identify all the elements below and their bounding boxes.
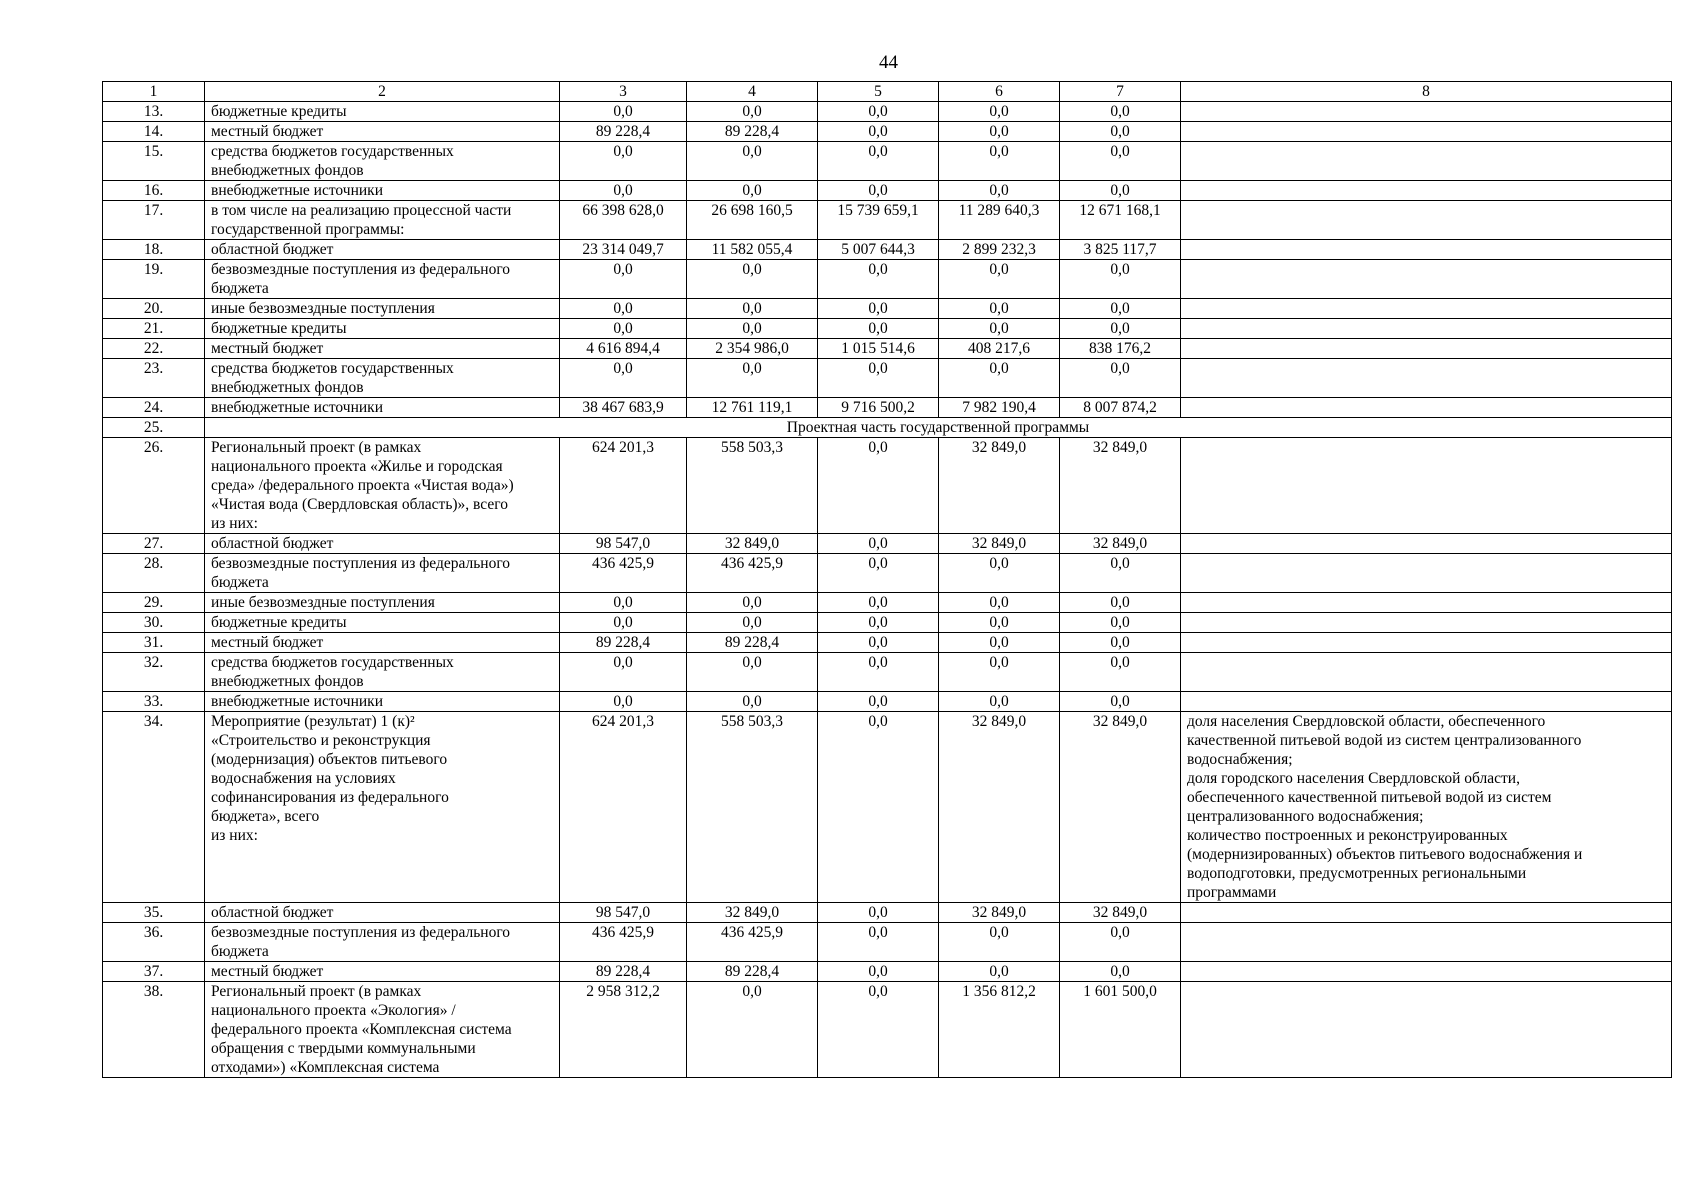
value-cell: 0,0 [939,142,1060,181]
header-cell: 8 [1181,82,1672,102]
value-cell: 436 425,9 [560,923,687,962]
value-cell: 0,0 [560,653,687,692]
target-indicator [1181,554,1672,593]
value-cell: 0,0 [818,122,939,142]
label-line: «Чистая вода (Свердловская область)», всего [211,496,508,513]
table-row [103,438,1672,534]
value-cell: 0,0 [560,102,687,122]
value-cell: 2 899 232,3 [939,240,1060,260]
value-cell: 0,0 [939,260,1060,299]
value-cell: 0,0 [1060,299,1181,319]
label-line: в том числе на реализацию процессной части [211,202,512,219]
value-cell: 0,0 [818,613,939,633]
table-row [103,593,1672,613]
table-row [103,319,1672,339]
label-line: областной бюджет [211,535,334,552]
target-indicator [1181,181,1672,201]
label-line: местный бюджет [211,340,324,357]
label-line: национального проекта «Жилье и городская [211,458,503,475]
value-cell: 0,0 [687,653,818,692]
table-row [103,398,1672,418]
row-number: 21. [103,319,205,339]
value-cell: 32 849,0 [939,534,1060,554]
header-cell: 1 [103,82,205,102]
table-row [103,240,1672,260]
budget-table [102,81,1672,1078]
row-number: 22. [103,339,205,359]
row-number: 36. [103,923,205,962]
label-line: внебюджетных фондов [211,379,364,396]
value-cell: 0,0 [818,962,939,982]
row-number: 31. [103,633,205,653]
label-line: иные безвозмездные поступления [211,300,435,317]
row-number: 33. [103,692,205,712]
value-cell: 66 398 628,0 [560,201,687,240]
label-line: внебюджетных фондов [211,162,364,179]
value-cell: 436 425,9 [687,923,818,962]
table-row [103,633,1672,653]
value-cell: 0,0 [939,593,1060,613]
target-indicator [1181,260,1672,299]
label-line: «Строительство и реконструкция [211,732,431,749]
value-cell: 558 503,3 [687,712,818,903]
value-cell: 9 716 500,2 [818,398,939,418]
table-body [103,82,1672,1078]
target-indicator [1181,299,1672,319]
row-label [205,554,560,593]
target-indicator [1181,692,1672,712]
row-label [205,122,560,142]
label-line: из них: [211,515,258,532]
value-cell: 0,0 [939,653,1060,692]
label-line: из них: [211,827,258,844]
target-indicator [1181,593,1672,613]
label-line: средства бюджетов государственных [211,360,454,377]
label-line: бюджетные кредиты [211,103,347,120]
value-cell: 32 849,0 [687,903,818,923]
row-label [205,962,560,982]
value-cell: 7 982 190,4 [939,398,1060,418]
value-cell: 98 547,0 [560,534,687,554]
value-cell: 12 761 119,1 [687,398,818,418]
row-number: 16. [103,181,205,201]
value-cell: 0,0 [939,181,1060,201]
value-cell: 0,0 [818,438,939,534]
value-cell: 0,0 [1060,633,1181,653]
indicator-line: водоснабжения; [1187,751,1293,768]
value-cell: 0,0 [560,613,687,633]
table-row [103,359,1672,398]
value-cell: 408 217,6 [939,339,1060,359]
target-indicator [1181,962,1672,982]
label-line: государственной программы: [211,221,405,238]
value-cell: 0,0 [818,633,939,653]
value-cell: 2 958 312,2 [560,982,687,1078]
value-cell: 0,0 [560,181,687,201]
value-cell: 0,0 [939,102,1060,122]
label-line: местный бюджет [211,963,324,980]
indicator-line: программами [1187,884,1277,901]
target-indicator [1181,923,1672,962]
row-label [205,319,560,339]
value-cell: 0,0 [818,982,939,1078]
value-cell: 0,0 [687,181,818,201]
row-label [205,201,560,240]
value-cell: 0,0 [939,554,1060,593]
indicator-line: доля населения Свердловской области, обеспеченного [1187,713,1546,730]
label-line: безвозмездные поступления из федерального [211,261,511,278]
value-cell: 0,0 [818,142,939,181]
table-row [103,299,1672,319]
target-indicator [1181,122,1672,142]
label-line: национального проекта «Экология» / [211,1002,456,1019]
label-line: Региональный проект (в рамках [211,983,422,1000]
value-cell: 0,0 [818,692,939,712]
target-indicator [1181,653,1672,692]
value-cell: 0,0 [687,299,818,319]
target-indicator [1181,613,1672,633]
label-line: средства бюджетов государственных [211,654,454,671]
row-number: 27. [103,534,205,554]
table-row [103,613,1672,633]
target-indicator [1181,201,1672,240]
value-cell: 8 007 874,2 [1060,398,1181,418]
value-cell: 0,0 [939,923,1060,962]
value-cell: 0,0 [939,962,1060,982]
target-indicator [1181,319,1672,339]
row-number: 34. [103,712,205,903]
table-row [103,962,1672,982]
table-row [103,534,1672,554]
row-label [205,142,560,181]
value-cell: 1 015 514,6 [818,339,939,359]
row-label [205,534,560,554]
value-cell: 0,0 [939,299,1060,319]
table-row [103,692,1672,712]
label-line: бюджетные кредиты [211,614,347,631]
label-line: местный бюджет [211,634,324,651]
value-cell: 0,0 [939,692,1060,712]
indicator-line: количество построенных и реконструированных [1187,827,1508,844]
value-cell: 98 547,0 [560,903,687,923]
value-cell: 0,0 [1060,359,1181,398]
row-number: 26. [103,438,205,534]
value-cell: 838 176,2 [1060,339,1181,359]
row-label [205,692,560,712]
label-line: бюджета [211,943,269,960]
label-line: бюджета», всего [211,808,320,825]
value-cell: 0,0 [1060,142,1181,181]
label-line: обращения с твердыми коммунальными [211,1040,476,1057]
value-cell: 0,0 [1060,102,1181,122]
row-label [205,923,560,962]
value-cell: 89 228,4 [560,122,687,142]
value-cell: 3 825 117,7 [1060,240,1181,260]
header-row [103,82,1672,102]
row-label [205,359,560,398]
label-line: местный бюджет [211,123,324,140]
row-label [205,982,560,1078]
row-label [205,903,560,923]
value-cell: 0,0 [939,319,1060,339]
table-row [103,418,1672,438]
label-line: водоснабжения на условиях [211,770,396,787]
row-label [205,613,560,633]
table-row [103,923,1672,962]
table-row [103,102,1672,122]
target-indicator [1181,240,1672,260]
value-cell: 0,0 [1060,260,1181,299]
value-cell: 89 228,4 [687,962,818,982]
row-label [205,712,560,903]
label-line: внебюджетные источники [211,399,383,416]
value-cell: 0,0 [818,903,939,923]
row-label [205,398,560,418]
value-cell: 0,0 [687,692,818,712]
target-indicator [1181,633,1672,653]
row-label [205,102,560,122]
value-cell: 0,0 [1060,692,1181,712]
row-number: 17. [103,201,205,240]
value-cell: 0,0 [939,613,1060,633]
value-cell: 624 201,3 [560,712,687,903]
value-cell: 0,0 [1060,181,1181,201]
label-line: бюджетные кредиты [211,320,347,337]
target-indicator [1181,398,1672,418]
label-line: (модернизация) объектов питьевого [211,751,448,768]
row-label [205,593,560,613]
label-line: бюджета [211,574,269,591]
value-cell: 0,0 [687,260,818,299]
label-line: средства бюджетов государственных [211,143,454,160]
table-row [103,142,1672,181]
value-cell: 0,0 [560,692,687,712]
table-row [103,982,1672,1078]
row-number: 28. [103,554,205,593]
value-cell: 0,0 [1060,554,1181,593]
value-cell: 0,0 [818,534,939,554]
label-line: Региональный проект (в рамках [211,439,422,456]
value-cell: 0,0 [818,181,939,201]
table-row [103,339,1672,359]
value-cell: 0,0 [560,359,687,398]
value-cell: 436 425,9 [687,554,818,593]
value-cell: 4 616 894,4 [560,339,687,359]
row-label [205,181,560,201]
value-cell: 0,0 [687,142,818,181]
row-label [205,438,560,534]
label-line: федерального проекта «Комплексная система [211,1021,512,1038]
value-cell: 0,0 [818,102,939,122]
value-cell: 0,0 [939,359,1060,398]
section-heading: Проектная часть государственной программы [205,418,1672,438]
table-row [103,260,1672,299]
value-cell: 12 671 168,1 [1060,201,1181,240]
value-cell: 0,0 [818,260,939,299]
indicator-line: централизованного водоснабжения; [1187,808,1424,825]
indicator-line: (модернизированных) объектов питьевого водоснабжения и [1187,846,1583,863]
value-cell: 26 698 160,5 [687,201,818,240]
header-cell: 4 [687,82,818,102]
table-row [103,122,1672,142]
value-cell: 0,0 [939,633,1060,653]
row-number: 20. [103,299,205,319]
value-cell: 0,0 [687,359,818,398]
row-number: 18. [103,240,205,260]
value-cell: 0,0 [1060,319,1181,339]
value-cell: 558 503,3 [687,438,818,534]
label-line: иные безвозмездные поступления [211,594,435,611]
row-label [205,260,560,299]
target-indicator [1181,142,1672,181]
value-cell: 0,0 [818,299,939,319]
value-cell: 1 601 500,0 [1060,982,1181,1078]
value-cell: 0,0 [687,613,818,633]
value-cell: 0,0 [1060,653,1181,692]
value-cell: 32 849,0 [939,438,1060,534]
value-cell: 32 849,0 [1060,712,1181,903]
value-cell: 624 201,3 [560,438,687,534]
target-indicator [1181,102,1672,122]
row-number: 25. [103,418,205,438]
value-cell: 0,0 [818,593,939,613]
value-cell: 0,0 [1060,962,1181,982]
label-line: безвозмездные поступления из федерального [211,924,511,941]
target-indicator [1181,438,1672,534]
label-line: бюджета [211,280,269,297]
value-cell: 0,0 [687,102,818,122]
label-line: областной бюджет [211,241,334,258]
label-line: внебюджетных фондов [211,673,364,690]
row-label [205,299,560,319]
value-cell: 32 849,0 [1060,903,1181,923]
value-cell: 0,0 [818,554,939,593]
row-label [205,240,560,260]
row-number: 15. [103,142,205,181]
label-line: отходами») «Комплексная система [211,1059,440,1076]
table-row [103,712,1672,903]
value-cell: 0,0 [939,122,1060,142]
value-cell: 436 425,9 [560,554,687,593]
row-number: 13. [103,102,205,122]
value-cell: 0,0 [560,593,687,613]
value-cell: 0,0 [687,319,818,339]
value-cell: 32 849,0 [1060,438,1181,534]
row-number: 35. [103,903,205,923]
row-number: 14. [103,122,205,142]
value-cell: 5 007 644,3 [818,240,939,260]
row-label [205,633,560,653]
row-number: 23. [103,359,205,398]
value-cell: 38 467 683,9 [560,398,687,418]
header-cell: 3 [560,82,687,102]
row-label [205,653,560,692]
value-cell: 11 582 055,4 [687,240,818,260]
label-line: областной бюджет [211,904,334,921]
value-cell: 0,0 [818,712,939,903]
table-row [103,554,1672,593]
value-cell: 0,0 [818,653,939,692]
value-cell: 0,0 [818,319,939,339]
value-cell: 11 289 640,3 [939,201,1060,240]
value-cell: 0,0 [687,982,818,1078]
value-cell: 1 356 812,2 [939,982,1060,1078]
label-line: софинансирования из федерального [211,789,449,806]
value-cell: 0,0 [818,923,939,962]
value-cell: 23 314 049,7 [560,240,687,260]
target-indicator [1181,982,1672,1078]
table-row [103,653,1672,692]
indicator-line: обеспеченного качественной питьевой водой из систем [1187,789,1552,806]
row-number: 19. [103,260,205,299]
value-cell: 89 228,4 [560,962,687,982]
label-line: среда» /федерального проекта «Чистая вода») [211,477,514,494]
table-row [103,181,1672,201]
value-cell: 0,0 [818,359,939,398]
target-indicator [1181,534,1672,554]
value-cell: 89 228,4 [560,633,687,653]
value-cell: 0,0 [687,593,818,613]
row-label [205,339,560,359]
value-cell: 0,0 [560,299,687,319]
value-cell: 32 849,0 [1060,534,1181,554]
value-cell: 0,0 [1060,923,1181,962]
value-cell: 32 849,0 [939,712,1060,903]
row-number: 38. [103,982,205,1078]
value-cell: 0,0 [560,260,687,299]
target-indicator [1181,339,1672,359]
target-indicator [1181,359,1672,398]
target-indicator [1181,712,1672,903]
header-cell: 2 [205,82,560,102]
value-cell: 0,0 [1060,122,1181,142]
row-number: 30. [103,613,205,633]
value-cell: 32 849,0 [939,903,1060,923]
row-number: 37. [103,962,205,982]
value-cell: 32 849,0 [687,534,818,554]
indicator-line: доля городского населения Свердловской области, [1187,770,1520,787]
label-line: внебюджетные источники [211,693,383,710]
table-row [103,201,1672,240]
indicator-line: качественной питьевой водой из систем централизованного [1187,732,1582,749]
header-cell: 5 [818,82,939,102]
header-cell: 6 [939,82,1060,102]
table-row [103,903,1672,923]
row-number: 24. [103,398,205,418]
value-cell: 0,0 [560,319,687,339]
value-cell: 2 354 986,0 [687,339,818,359]
value-cell: 0,0 [560,142,687,181]
label-line: безвозмездные поступления из федерального [211,555,511,572]
value-cell: 0,0 [1060,593,1181,613]
header-cell: 7 [1060,82,1181,102]
row-number: 32. [103,653,205,692]
value-cell: 0,0 [1060,613,1181,633]
value-cell: 89 228,4 [687,633,818,653]
label-line: внебюджетные источники [211,182,383,199]
row-number: 29. [103,593,205,613]
page-number: 44 [879,52,898,73]
value-cell: 15 739 659,1 [818,201,939,240]
target-indicator [1181,903,1672,923]
label-line: Мероприятие (результат) 1 (к)² [211,713,415,730]
indicator-line: водоподготовки, предусмотренных региональными [1187,865,1527,882]
value-cell: 89 228,4 [687,122,818,142]
